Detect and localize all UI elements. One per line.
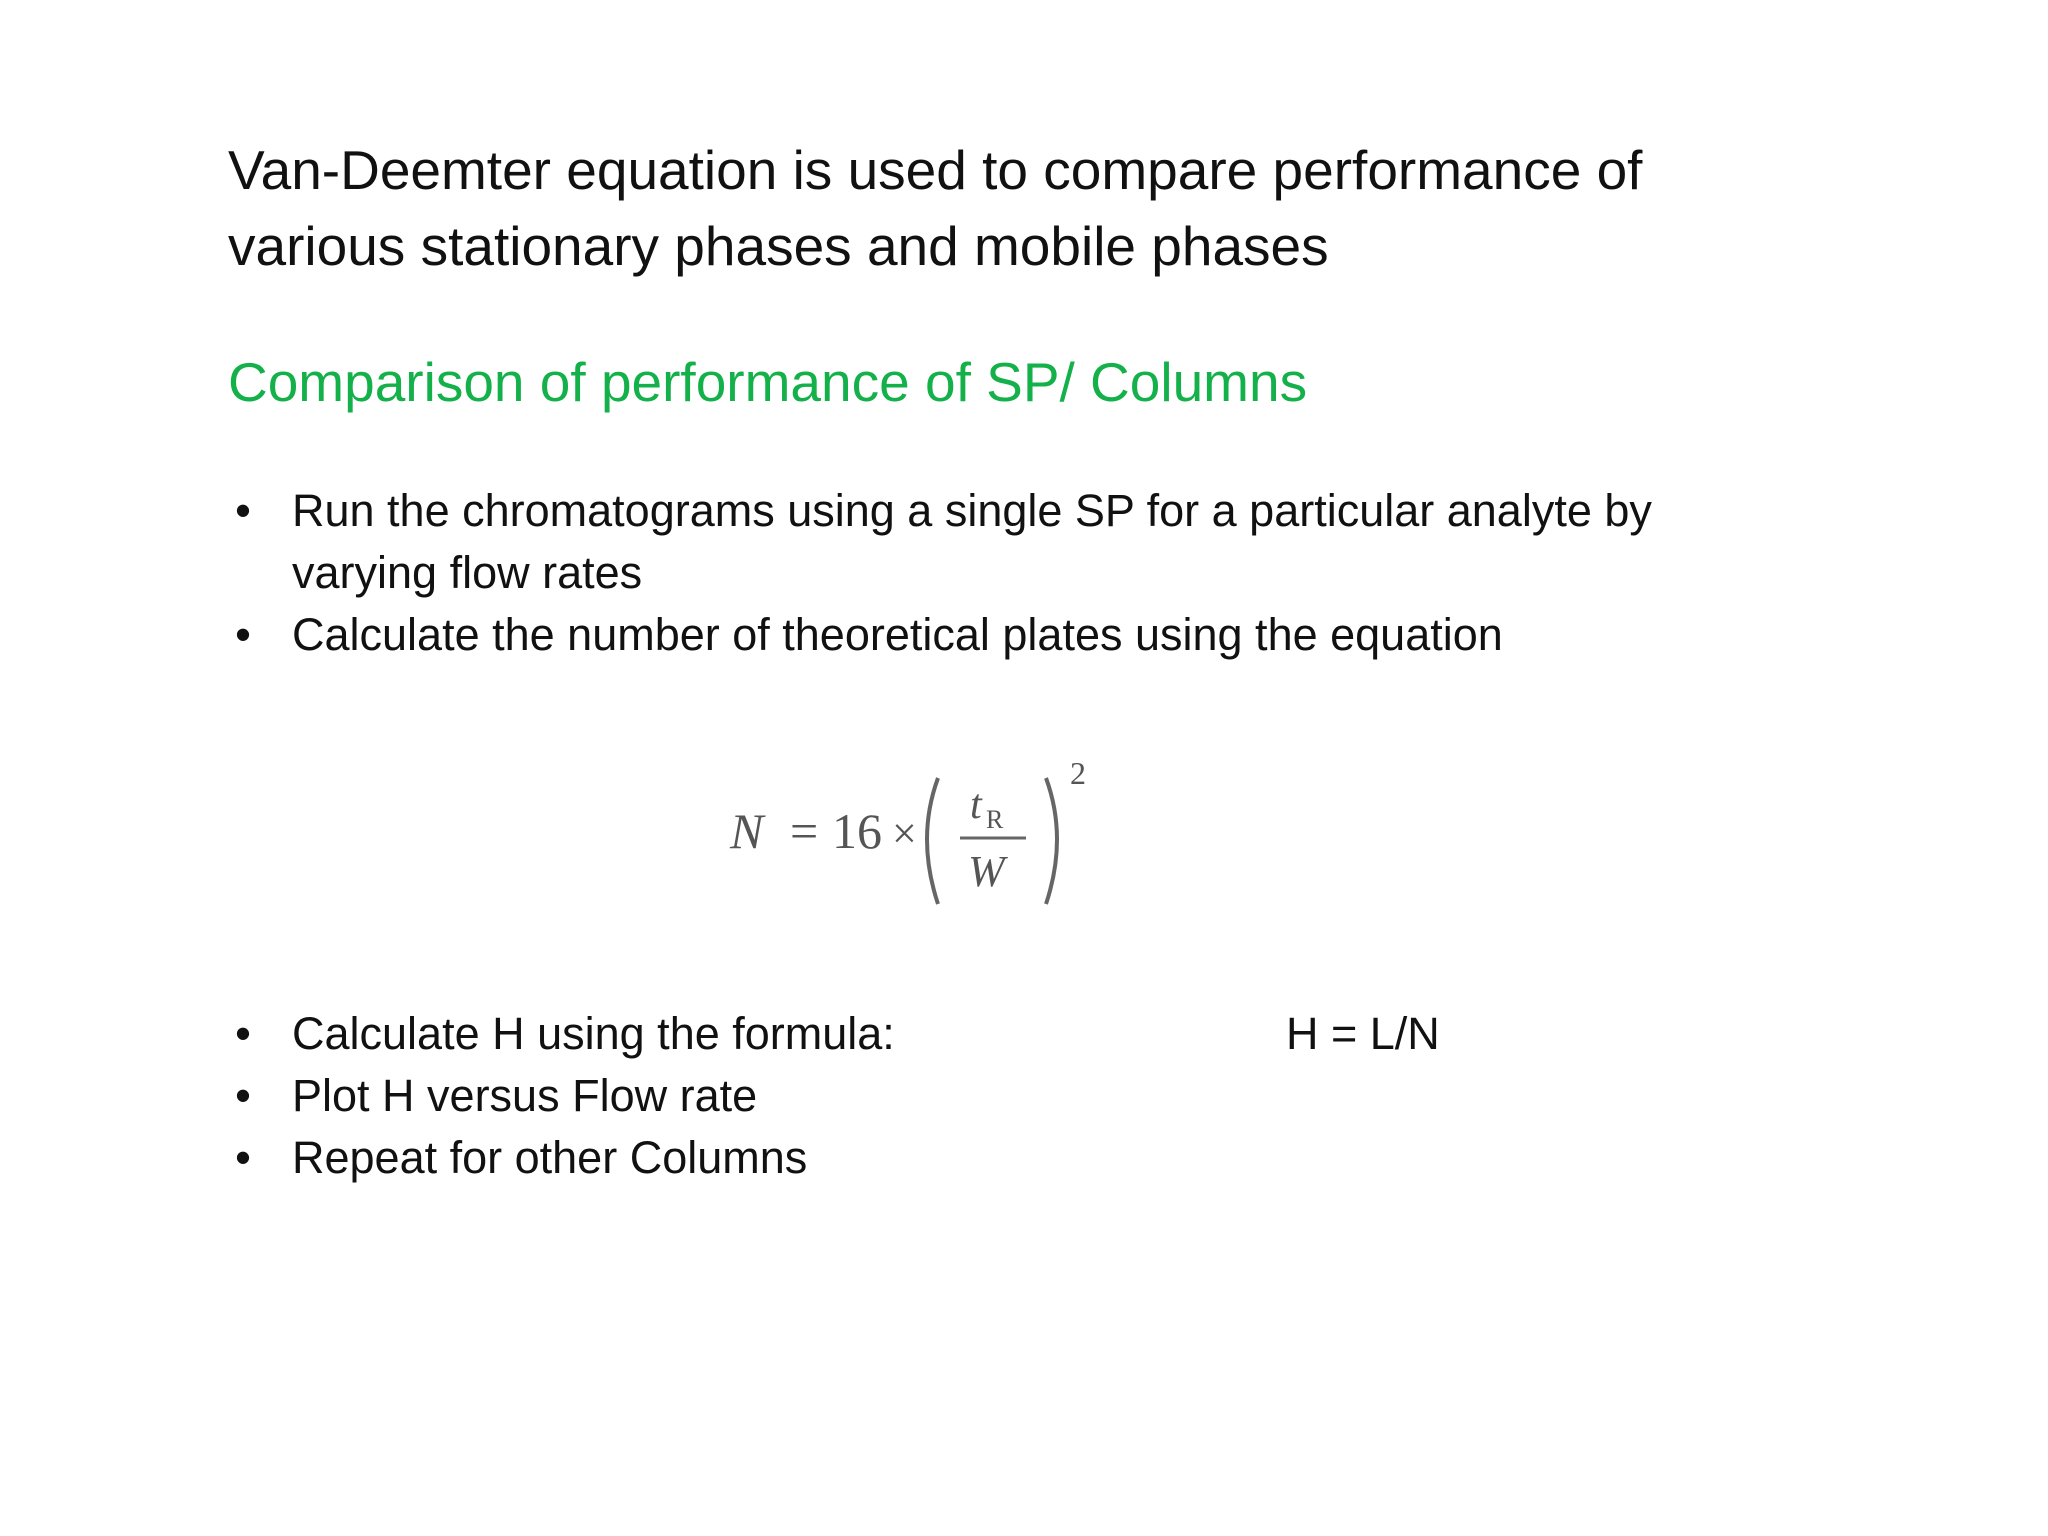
list-item	[228, 480, 1788, 604]
list-item	[228, 1127, 1628, 1189]
equation-numerator: t	[970, 782, 982, 828]
bullet-icon: •	[235, 609, 251, 660]
list-item	[228, 1065, 1628, 1127]
bullet-icon: •	[235, 1070, 251, 1121]
equation-exponent: 2	[1070, 755, 1086, 791]
h-formula: H = L/N	[1286, 1008, 1440, 1059]
list-item-text: Calculate the number of theoretical plates using the equation	[292, 609, 1503, 660]
list-item-text: Run the chromatograms using a single SP for a particular analyte by varying flow rates	[292, 485, 1652, 598]
equation-times: ×	[892, 809, 917, 858]
list-item-text: Plot H versus Flow rate	[292, 1070, 758, 1121]
right-paren	[1046, 778, 1057, 904]
list-item-text: Repeat for other Columns	[292, 1132, 808, 1183]
equation-denominator: W	[968, 847, 1005, 896]
slide-subtitle: Comparison of performance of SP/ Columns	[228, 351, 1308, 413]
slide-title: Van-Deemter equation is used to compare performance of various stationary phases and mobile phases	[228, 139, 1643, 277]
bullet-icon: •	[235, 1132, 251, 1183]
bullet-icon: •	[235, 1008, 251, 1059]
list-item	[228, 604, 1788, 666]
bullet-list-top	[228, 480, 1788, 666]
equation-equals: =	[790, 803, 819, 859]
equation-coefficient: 16	[832, 803, 882, 859]
bullet-icon: •	[235, 485, 251, 536]
equation-numerator-subscript: R	[986, 805, 1004, 834]
equation-lhs: N	[730, 803, 764, 859]
list-item	[228, 1003, 1628, 1065]
list-item-text: Calculate H using the formula:	[292, 1008, 895, 1059]
theoretical-plates-equation	[720, 748, 1100, 918]
left-paren	[927, 778, 938, 904]
bullet-list-bottom	[228, 1003, 1628, 1189]
